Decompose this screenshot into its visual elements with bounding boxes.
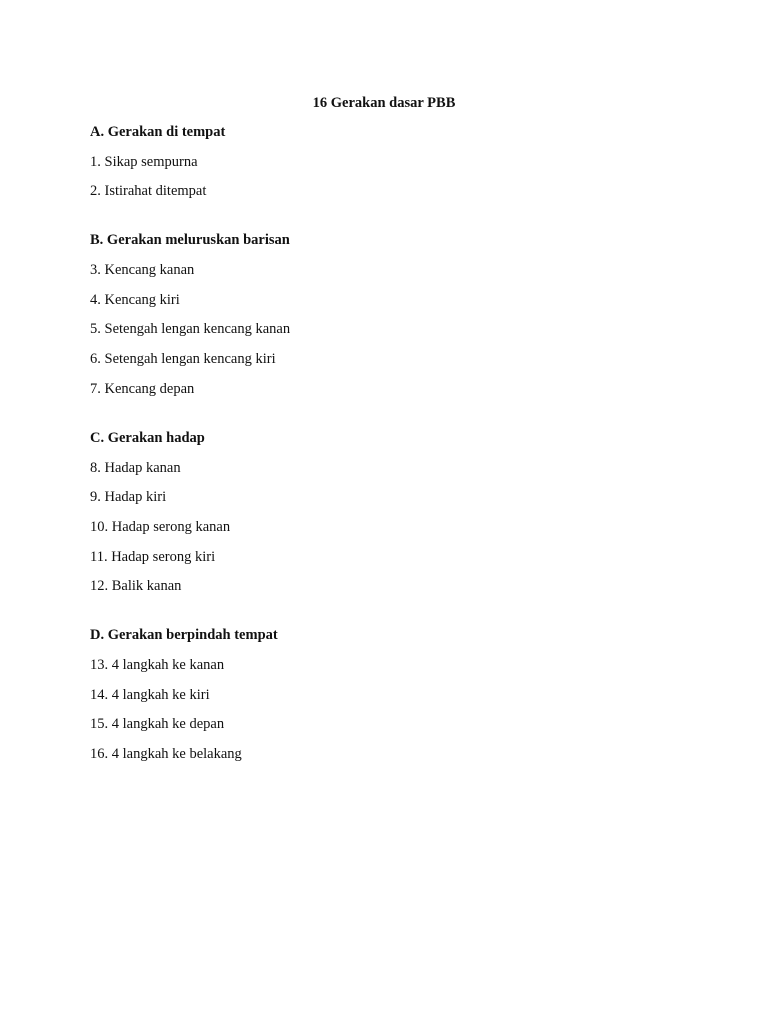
list-item: 1. Sikap sempurna [90,153,198,170]
list-item: 3. Kencang kanan [90,262,195,279]
section-heading: B. Gerakan meluruskan barisan [90,232,290,249]
list-item: 2. Istirahat ditempat [90,183,207,200]
list-item: 5. Setengah lengan kencang kanan [90,321,291,338]
list-item: 11. Hadap serong kiri [90,548,216,565]
list-item: 14. 4 langkah ke kiri [90,686,210,703]
document-title-text: 16 Gerakan dasar PBB [312,95,456,111]
section-heading: A. Gerakan di tempat [90,124,226,140]
document-content [90,122,690,764]
section-gerakan-di-tempat [90,122,690,201]
list-item: 16. 4 langkah ke belakang [90,746,242,762]
list-item: 15. 4 langkah ke depan [90,716,225,733]
list-item: 10. Hadap serong kanan [90,518,231,535]
section-heading: C. Gerakan hadap [90,429,205,446]
document-title [0,93,768,113]
list-item: 8. Hadap kanan [90,459,181,476]
list-item: 4. Kencang kiri [90,291,180,308]
section-gerakan-hadap [90,428,690,596]
section-heading: D. Gerakan berpindah tempat [90,627,278,644]
list-item: 6. Setengah lengan kencang kiri [90,351,276,368]
section-gerakan-berpindah-tempat [90,625,690,764]
section-gerakan-meluruskan-barisan [90,230,690,398]
list-item: 7. Kencang depan [90,380,195,397]
list-item: 9. Hadap kiri [90,489,167,506]
list-item: 12. Balik kanan [90,578,182,595]
list-item: 13. 4 langkah ke kanan [90,656,225,673]
